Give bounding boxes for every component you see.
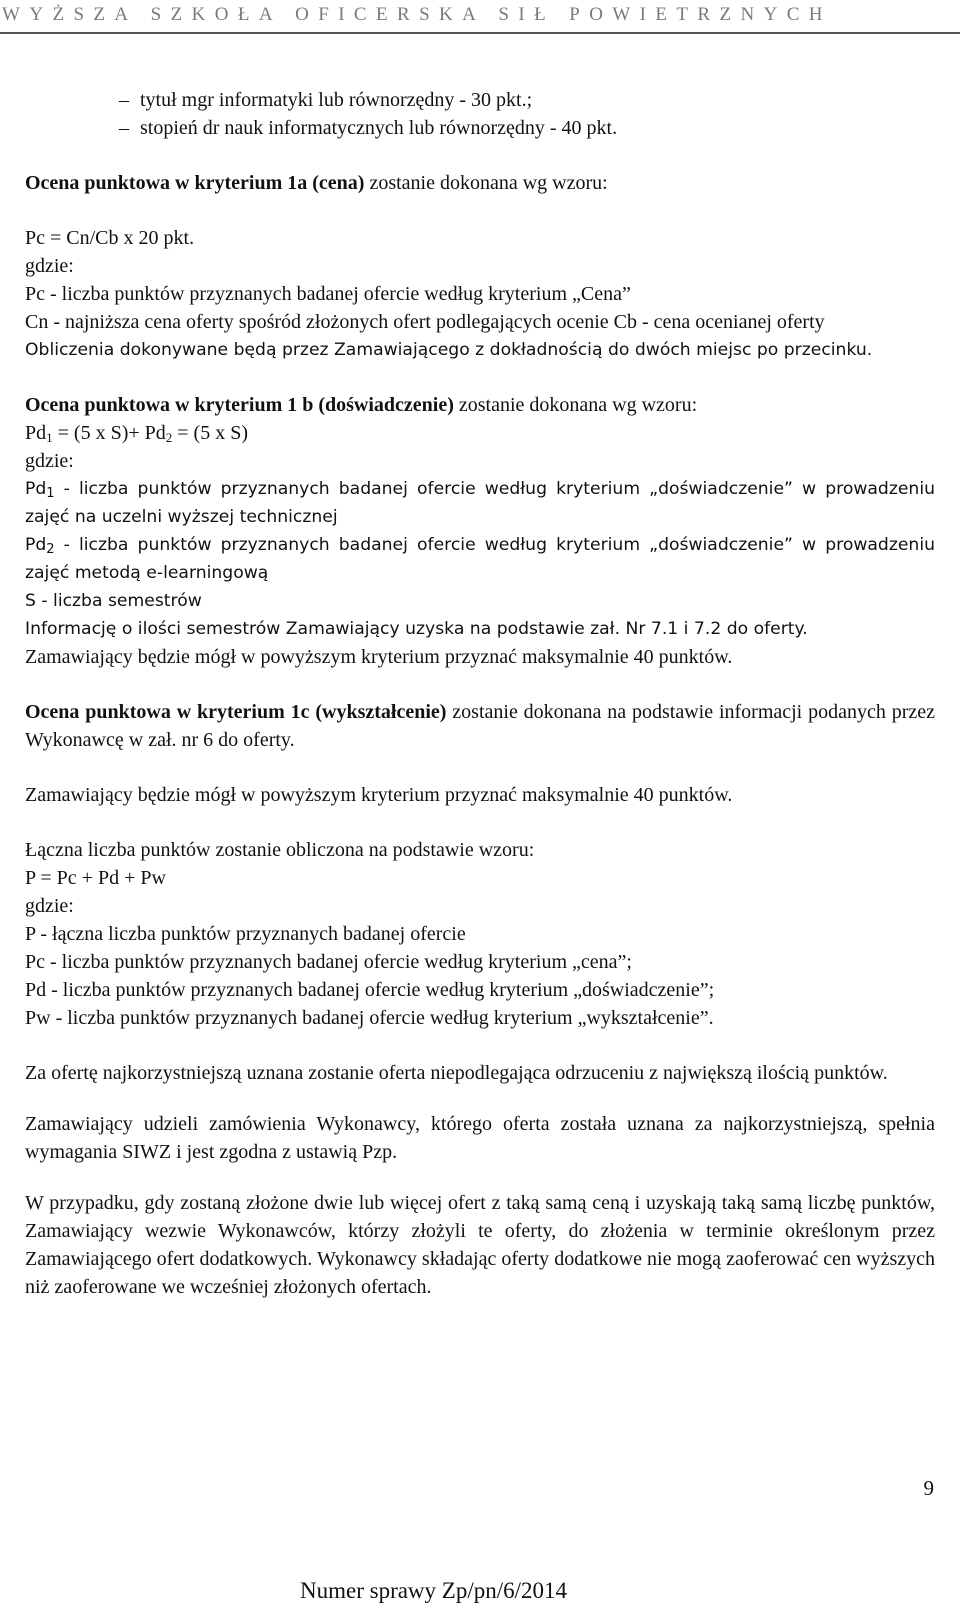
header-title: WYŻSZA SZKOŁA OFICERSKA SIŁ POWIETRZNYCH xyxy=(2,4,832,25)
criterion-b-s-definition: S - liczba semestrów xyxy=(25,591,202,611)
criterion-a-title: Ocena punktowa w kryterium 1a (cena) xyxy=(25,172,365,194)
page-header xyxy=(0,0,960,40)
criterion-b-where: gdzie: xyxy=(25,450,74,472)
pd1-label: Pd xyxy=(25,479,47,499)
bullet-item xyxy=(25,86,935,114)
pd2-label: Pd xyxy=(25,535,47,555)
bullet-item xyxy=(25,114,935,142)
formula-pd: Pd xyxy=(25,422,47,444)
criterion-b-pd2-definition xyxy=(25,531,935,587)
total-pw-definition: Pw - liczba punktów przyznanych badanej ofercie według kryterium „wykształcenie”. xyxy=(25,1007,714,1029)
criterion-b-heading xyxy=(25,391,935,419)
criterion-b-pd1-definition xyxy=(25,475,935,531)
criterion-a-formula: Pc = Cn/Cb x 20 pkt. xyxy=(25,227,195,249)
criterion-b-title: Ocena punktowa w kryterium 1 b (doświadczenie) xyxy=(25,394,454,416)
criterion-a-cn-definition: Cn - najniższa cena oferty spośród złożonych ofert podlegających ocenie Cb - cena ocenianej oferty xyxy=(25,311,825,333)
page-number: 9 xyxy=(923,1476,934,1500)
bullet-dash: – xyxy=(119,117,129,139)
criterion-a-title-rest: zostanie dokonana wg wzoru: xyxy=(364,172,608,194)
best-offer-paragraph: Za ofertę najkorzystniejszą uznana zostanie oferta niepodlegająca odrzuceniu z największą ilością punktów. xyxy=(25,1062,888,1084)
formula-subscript-2: 2 xyxy=(165,430,173,445)
total-formula: P = Pc + Pd + Pw xyxy=(25,867,166,889)
pd2-subscript: 2 xyxy=(46,542,55,557)
header-divider xyxy=(0,32,960,34)
total-where: gdzie: xyxy=(25,895,74,917)
criterion-b-info: Informację o ilości semestrów Zamawiający uzyska na podstawie zał. Nr 7.1 i 7.2 do oferty. xyxy=(25,619,808,639)
bullet-text: stopień dr nauk informatycznych lub równorzędny - 40 pkt. xyxy=(140,117,618,139)
pd2-text: - liczba punktów przyznanych badanej ofercie według kryterium „doświadczenie” w prowadzeniu zajęć metodą e-learningową xyxy=(25,535,935,583)
total-intro: Łączna liczba punktów zostanie obliczona na podstawie wzoru: xyxy=(25,839,535,861)
award-paragraph: Zamawiający udzieli zamówienia Wykonawcy, którego oferta została uznana za najkorzystniejszą, spełnia wymagania SIWZ i jest zgodna z ustawią Pzp. xyxy=(25,1113,935,1163)
formula-subscript-1: 1 xyxy=(46,430,53,445)
footer-case-number: Numer sprawy Zp/pn/6/2014 xyxy=(300,1578,568,1603)
criterion-c-heading xyxy=(25,698,935,754)
bullet-text: tytuł mgr informatyki lub równorzędny - 30 pkt.; xyxy=(140,89,533,111)
criterion-c-title-rest: zostanie dokonana na podstawie informacji podanych przez Wykonawcę w zał. nr 6 do oferty. xyxy=(25,701,935,751)
total-pd-definition: Pd - liczba punktów przyznanych badanej ofercie według kryterium „doświadczenie”; xyxy=(25,979,715,1001)
bullet-dash: – xyxy=(119,89,129,111)
document-body xyxy=(25,86,935,1301)
formula-end: = (5 x S) xyxy=(172,422,248,444)
criterion-b-max: Zamawiający będzie mógł w powyższym kryterium przyznać maksymalnie 40 punktów. xyxy=(25,646,733,668)
criterion-b-title-rest: zostanie dokonana wg wzoru: xyxy=(453,394,698,416)
criterion-a-heading xyxy=(25,169,935,197)
criterion-c-max: Zamawiający będzie mógł w powyższym kryterium przyznać maksymalnie 40 punktów. xyxy=(25,784,733,806)
criterion-c-title: Ocena punktowa w kryterium 1c (wykształcenie) xyxy=(25,701,447,723)
pd1-text: - liczba punktów przyznanych badanej ofercie według kryterium „doświadczenie” w prowadzeniu zajęć na uczelni wyższej technicznej xyxy=(25,479,935,527)
total-pc-definition: Pc - liczba punktów przyznanych badanej ofercie według kryterium „cena”; xyxy=(25,951,632,973)
criterion-a-where: gdzie: xyxy=(25,255,74,277)
tie-paragraph: W przypadku, gdy zostaną złożone dwie lub więcej ofert z taką samą ceną i uzyskają taką samą liczbę punktów, Zamawiający wezwie Wykonawców, którzy złożyli te oferty, do złożenia w terminie określonym przez Zamawiającego ofert dodatkowych. Wykonawcy składając oferty dodatkowe nie mogą zaoferować cen wyższych niż zaoferowane we wcześniej złożonych ofertach. xyxy=(25,1192,935,1298)
pd1-subscript: 1 xyxy=(46,486,55,501)
total-p-definition: P - łączna liczba punktów przyznanych badanej ofercie xyxy=(25,923,466,945)
criterion-a-pc-definition: Pc - liczba punktów przyznanych badanej ofercie według kryterium „Cena” xyxy=(25,283,631,305)
formula-middle: = (5 x S)+ Pd xyxy=(52,422,166,444)
criterion-a-calculation-note: Obliczenia dokonywane będą przez Zamawiającego z dokładnością do dwóch miejsc po przecinku. xyxy=(25,340,873,360)
criterion-b-formula xyxy=(25,419,935,447)
